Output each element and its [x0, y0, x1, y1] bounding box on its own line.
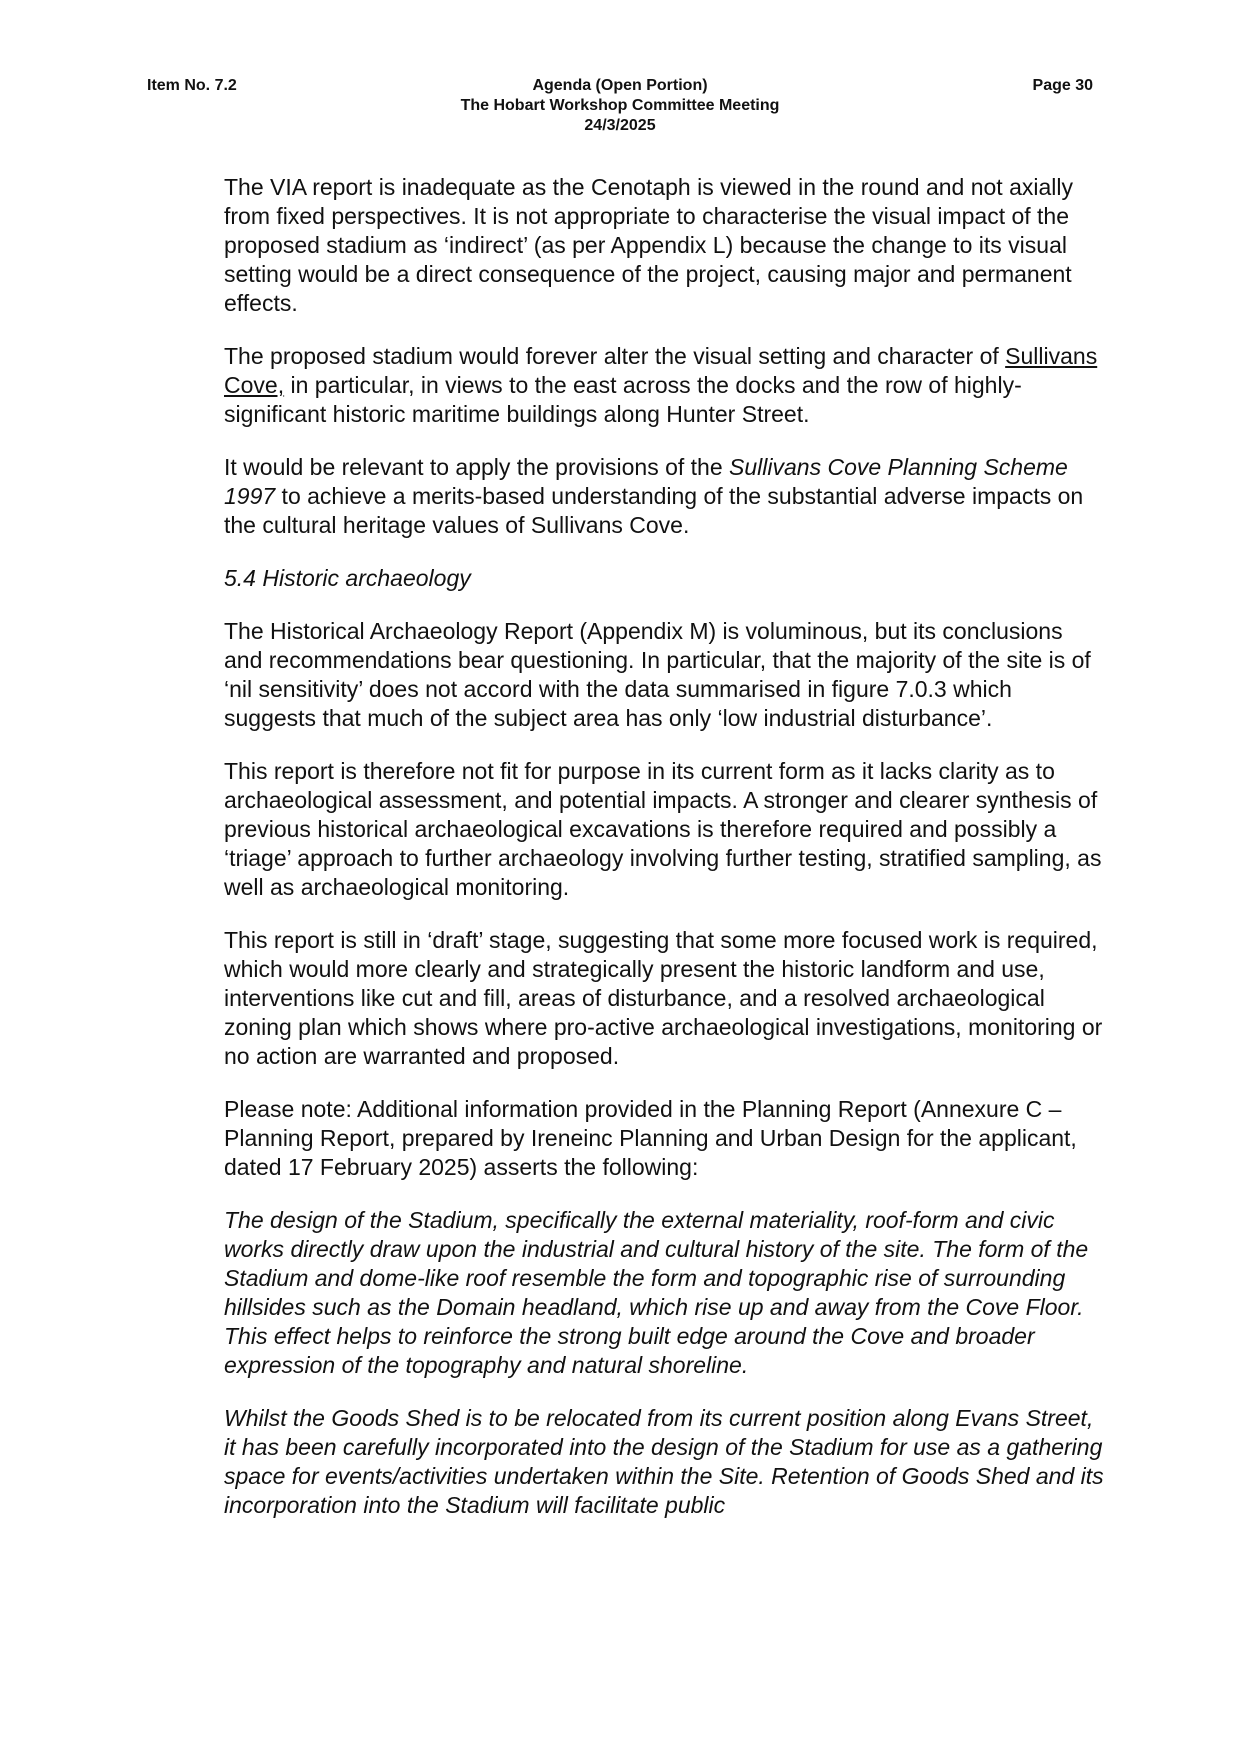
sullivans-cove-link[interactable]: Sullivans Cove, — [224, 343, 1098, 398]
section-heading: 5.4 Historic archaeology — [224, 565, 471, 591]
agenda-title: Agenda (Open Portion) — [532, 77, 708, 94]
page-header — [147, 76, 1093, 142]
paragraph-fit-for-purpose: This report is therefore not fit for purpose in its current form as it lacks clarity as to archaeological assessment, and potential impacts. A stronger and clearer synthesis of previous historical archaeological excavations is therefore required and possibly a ‘triage’ approach to further archaeology involving further testing, stratified sampling, as well as archaeological monitoring. — [224, 758, 1102, 900]
item-number: Item No. 7.2 — [147, 77, 237, 94]
meeting-date: 24/3/2025 — [584, 117, 656, 134]
header-center — [147, 76, 1093, 136]
paragraph-via-report: The VIA report is inadequate as the Cenotaph is viewed in the round and not axially from fixed perspectives. It is not appropriate to characterise the visual impact of the proposed stadium as ‘indirect’ (as per Appendix L) because the change to its visual setting would be a direct consequence of the project, causing major and permanent effects. — [224, 174, 1073, 316]
paragraph-text: in particular, in views to the east across the docks and the row of highly-significant historic maritime buildings along Hunter Street. — [224, 372, 1022, 427]
quote-goods-shed: Whilst the Goods Shed is to be relocated from its current position along Evans Street, it has been carefully incorporated into the design of the Stadium for use as a gathering space for events/activities undertaken within the Site. Retention of Goods Shed and its incorporation into the Stadium will facilitate public — [224, 1405, 1104, 1518]
paragraph-text: The proposed stadium would forever alter the visual setting and character of — [224, 343, 1006, 369]
paragraph-please-note: Please note: Additional information provided in the Planning Report (Annexure C – Planning Report, prepared by Ireneinc Planning and Urban Design for the applicant, dated 17 February 2025) asserts the following: — [224, 1096, 1077, 1180]
paragraph-visual-setting — [224, 342, 1104, 429]
document-body — [224, 173, 1104, 1544]
paragraph-planning-scheme — [224, 453, 1104, 540]
paragraph-text: It would be relevant to apply the provisions of the — [224, 454, 730, 480]
paragraph-archaeology-report: The Historical Archaeology Report (Appendix M) is voluminous, but its conclusions and recommendations bear questioning. In particular, that the majority of the site is of ‘nil sensitivity’ does not accord with the data summarised in figure 7.0.3 which suggests that much of the subject area has only ‘low industrial disturbance’. — [224, 618, 1091, 731]
quote-stadium-design: The design of the Stadium, specifically the external materiality, roof-form and civic works directly draw upon the industrial and cultural history of the site. The form of the Stadium and dome-like roof resemble the form and topographic rise of surrounding hillsides such as the Domain headland, which rise up and away from the Cove Floor. This effect helps to reinforce the strong built edge around the Cove and broader expression of the topography and natural shoreline. — [224, 1207, 1089, 1378]
planning-scheme-title: Sullivans Cove Planning Scheme 1997 — [224, 454, 1068, 509]
paragraph-draft-stage: This report is still in ‘draft’ stage, suggesting that some more focused work is required, which would more clearly and strategically present the historic landform and use, interventions like cut and fill, areas of disturbance, and a resolved archaeological zoning plan which shows where pro-active archaeological investigations, monitoring or no action are warranted and proposed. — [224, 927, 1103, 1069]
paragraph-text: to achieve a merits-based understanding of the substantial adverse impacts on the cultural heritage values of Sullivans Cove. — [224, 483, 1084, 538]
page-number: Page 30 — [1032, 77, 1093, 94]
meeting-title: The Hobart Workshop Committee Meeting — [460, 97, 780, 114]
